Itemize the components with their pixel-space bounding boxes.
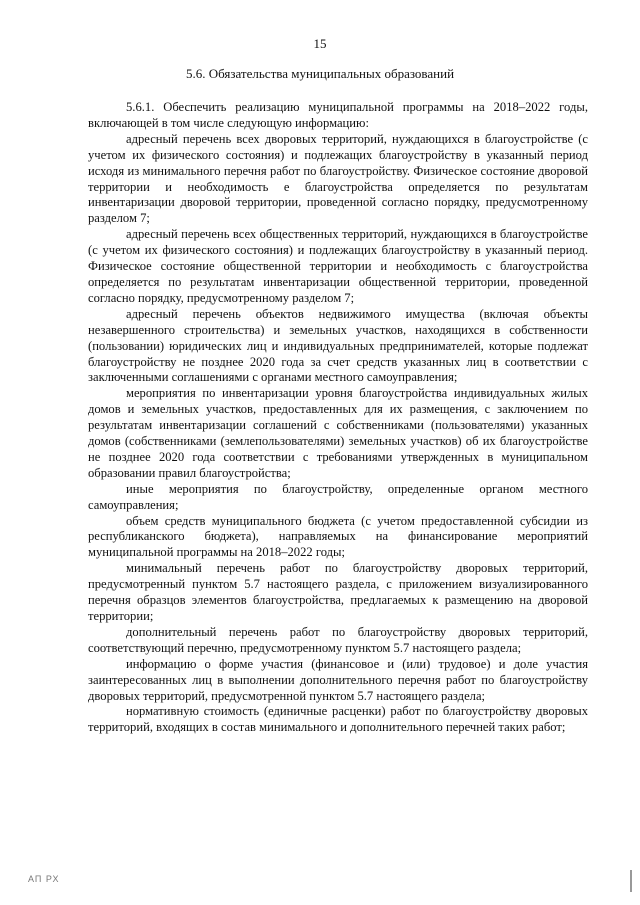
document-body: [88, 100, 588, 736]
paragraph-yard-territories-list: адресный перечень всех дворовых территорий, нуждающихся в благоустройстве (с учетом их физического состояния) и подлежащих благоустройству в указанный период исходя из минимального перечня работ по благоустройству. Физическое состояние дворовой территории и необходимость е благоустройства определяется по результатам инвентаризации дворовой территории, проведенной согласно порядку, предусмотренному разделом 7;: [88, 131, 588, 226]
paragraph-other-measures: иные мероприятия по благоустройству, определенные органом местного самоуправления;: [88, 481, 588, 512]
section-title: 5.6. Обязательства муниципальных образований: [185, 66, 455, 81]
page-number: 15: [313, 36, 327, 51]
paragraph-public-territories-list: адресный перечень всех общественных территорий, нуждающихся в благоустройстве (с учетом их физического состояния) и подлежащих благоустройству в указанный период. Физическое состояние общественной территории и необходимость с благоустройства определяется по результатам инвентаризации общественной территории, проведенной согласно порядку, предусмотренному разделом 7;: [88, 227, 588, 305]
paragraph-budget-volume: объем средств муниципального бюджета (с учетом предоставленной субсидии из республиканского бюджета), направляемых на финансирование мероприятий муниципальной программы на 2018–2022 годы;: [88, 513, 588, 560]
paragraph-inventory-measures: мероприятия по инвентаризации уровня благоустройства индивидуальных жилых домов и земельных участков, предоставленных для их размещения, с заключением по результатам инвентаризации соглашений с собственниками (пользователями) указанных домов (собственниками (землепользователями) земельных участков) об их благоустройстве не позднее 2020 года соответствии с требованиями утвержденных в муниципальном образовании правил благоустройства;: [88, 386, 588, 480]
paragraph-additional-works-list: дополнительный перечень работ по благоустройству дворовых территорий, соответствующий перечню, предусмотренному пунктом 5.7 настоящего раздела;: [88, 624, 588, 655]
paragraph-normative-cost: нормативную стоимость (единичные расценки) работ по благоустройству дворовых территорий, входящих в состав минимального и дополнительного перечней таких работ;: [88, 704, 588, 735]
footer-mark: АП РХ: [28, 874, 60, 884]
paragraph-real-estate-list: адресный перечень объектов недвижимого имущества (включая объекты незавершенного строительства) и земельных участков, находящихся в собственности (пользовании) юридических лиц и индивидуальных предпринимателей, которые подлежат благоустройству не позднее 2020 года за счет средств указанных лиц в соответствии с заключенными соглашениями с органами местного самоуправления;: [88, 306, 588, 385]
paragraph-5-6-1: 5.6.1. Обеспечить реализацию муниципальной программы на 2018–2022 годы, включающей в том числе следующую информацию:: [88, 100, 588, 130]
paragraph-minimal-works-list: минимальный перечень работ по благоустройству дворовых территорий, предусмотренный пунктом 5.7 настоящего раздела, с приложением визуализированного перечня образцов элементов благоустройства, предлагаемых к размещению на дворовой территории;: [88, 561, 588, 623]
scan-edge-mark: [630, 870, 632, 892]
paragraph-participation-form: информацию о форме участия (финансовое и (или) трудовое) и доле участия заинтересованных лиц в выполнении дополнительного перечня работ по благоустройству дворовых территорий, предусмотренной пунктом 5.7 настоящего раздела;: [88, 656, 588, 703]
